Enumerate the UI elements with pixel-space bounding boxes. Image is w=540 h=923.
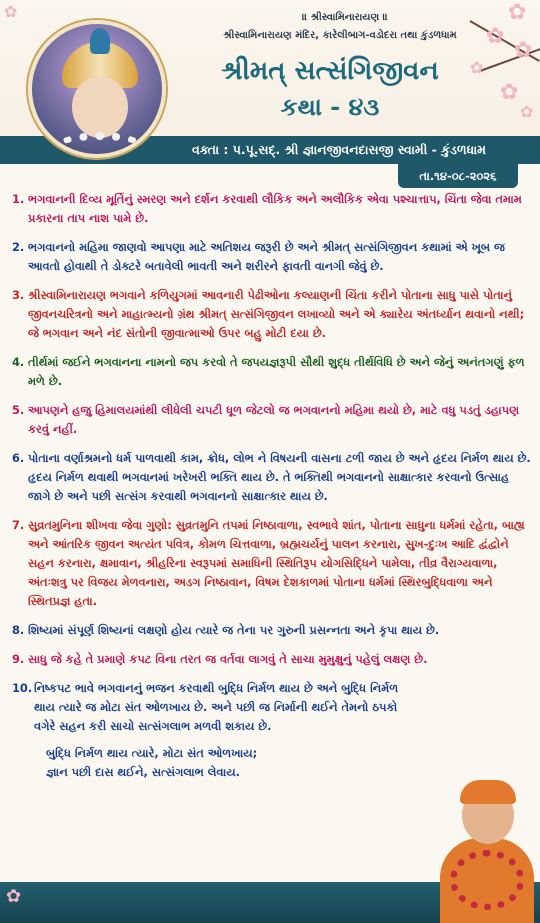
couplet-line-1: બુદ્ધિ નિર્મળ થાય ત્યારે, મોટા સંત ઓળખાય; [46,746,258,760]
date-badge: તા.૧૪-૦૮-૨૦૨૬ [398,164,518,188]
temple-name: શ્રીસ્વામિનારાયણ મંદિર, કારેલીબાગ-વડોદરા તથા કુંડળધામ [223,30,457,41]
swami-portrait [436,780,536,923]
blossom-icon: ✿ [486,24,505,49]
point-number: 5. [12,403,25,417]
point-text: શિષ્યમાં સંપૂર્ણ શિષ્યનાં લક્ષણો હોય ત્યારે જ તેના પર ગુરુની પ્રસન્નતા અને કૃપા થાય છે. [28,623,440,637]
header-top-line: ॥ શ્રીસ્વામિનારાયણ ॥ [302,12,388,23]
garland-shape [450,850,524,910]
blossom-icon: ✿ [508,0,527,25]
point-number: 6. [12,451,25,465]
list-item [12,286,532,343]
point-number: 4. [12,355,25,369]
list-item [12,190,532,228]
point-number: 9. [12,652,25,666]
list-item [12,679,532,736]
deity-portrait [28,20,166,158]
points-list [12,190,532,782]
list-item [12,621,532,640]
point-number: 7. [12,518,25,532]
point-text: શ્રીસ્વામિનારાયણ ભગવાને કળિયુગમાં આવનારી પેઢીઓના કલ્યાણની ચિંતા કરીને પોતાના સાધુ પાસે પોતાનું જીવનચરિત્રનો અને માહાત્મ્યનો ગ્રંથ શ્રીમત્ સત્સંગિજીવન લખાવ્યો અને એ ક્યારેય અંતર્ધ્યાન થવાનો નથી; જે ભગવાન અને નંદ સંતોની જીવાત્માઓ ઉપર બહુ મોટી દયા છે. [28,288,525,340]
point-number: 8. [12,623,25,637]
point-text: સુવ્રતમુનિના શીખવા જેવા ગુણો: સુવ્રતમુનિ તપમાં નિષ્ઠાવાળા, સ્વભાવે શાંત, પોતાના સાધુના ધર્મમાં રહેતા, બાહ્ય અને આંતરિક જીવન અત્યંત પવિત્ર, કોમળ ચિત્તવાળા, બ્રહ્મચર્યનું પાલન કરનારા, સુખ-દુઃખ આદિ દ્વંદ્વોને સહન કરનારા, ક્ષમાવાન, શ્રીહરિના સ્વરૂપમાં સમાધિની સ્થિતિરૂપ યોગસિદ્ધિને પામેલા, તીવ્ર વૈરાગ્યવાળા, અંતઃશત્રુ પર વિજય મેળવનારા, અડગ નિષ્ઠાવાન, વિષમ દેશકાળમાં પોતાના ધર્મમાં સ્થિરબુદ્ધિવાળા અને સ્થિતપ્રજ્ઞ હતા. [28,518,525,608]
point-text: તીર્થમાં જઈને ભગવાનના નામનો જપ કરવો તે જપયજ્ઞરૂપી સૌથી શુદ્ધ તીર્થવિધિ છે અને જેનું અનંતગણું ફળ મળે છે. [28,355,525,388]
blossom-icon: ✿ [500,80,519,105]
blossom-icon: ✿ [514,38,533,63]
blossom-icon: ✿ [520,102,534,121]
list-item [12,238,532,276]
couplet-line-2: જ્ઞાન પછી દાસ થઈને, સત્સંગલાભ લેવાય. [46,765,240,779]
point-text: ભગવાનની દિવ્ય મૂર્તિનું સ્મરણ અને દર્શન કરવાથી લૌકિક અને અલૌકિક એવા પશ્ચાત્તાપ, ચિંતા જેવા તમામ પ્રકારના તાપ નાશ પામે છે. [28,192,522,225]
point-number: 1. [12,192,25,206]
blossom-icon: ✿ [470,58,484,77]
swami-cap [460,780,516,804]
point-text: ભગવાનનો મહિમા જાણવો આપણા માટે અતિશય જરૂરી છે અને શ્રીમત્ સત્સંગિજીવન કથામાં એ ખૂબ જ આવતો હોવાથી તે ડોક્ટરે બતાવેલી ભાવતી અને શરીરને ફાવતી વાનગી જેવું છે. [28,240,505,273]
point-number: 10. [12,681,33,695]
blossom-icon: ✿ [6,886,22,907]
point-text: નિષ્કપટ ભાવે ભગવાનનું ભજન કરવાથી બુદ્ધિ નિર્મળ થાય છે અને બુદ્ધિ નિર્મળ થાય ત્યારે જ મોટા સંત ઓળખાય છે. અને પછી જ નિર્માની થઈને તેમનો ઠપકો વગેરે સહન કરી સાચો સત્સંગલાભ મળવી શકાય છે. [34,681,399,733]
point-text: પોતાના વર્ણાશ્રમનો ધર્મ પાળવાથી કામ, ક્રોધ, લોભ ને વિષયની વાસના ટળી જાય છે અને હૃદય નિર્મળ થાય છે. હૃદય નિર્મળ થવાથી ભગવાનમાં ખરેખરી ભક્તિ થાય છે. તે ભક્તિથી ભગવાનનો સાક્ષાત્કાર કરવાનો ઉત્સાહ જાગે છે અને પછી સત્સંગ કરવાથી ભગવાનનો સાક્ષાત્કાર થાય છે. [28,451,531,503]
list-item [12,650,532,669]
deity-face [72,76,128,138]
blossom-icon: ✿ [4,2,18,21]
point-text: આપણને હજુ હિમાલયમાંથી લીધેલી ચપટી ધૂળ જેટલો જ ભગવાનનો મહિમા થયો છે, માટે વધુ પડતું ડહાપણ કરવું નહીં. [28,403,520,436]
point-text: સાધુ જે કહે તે પ્રમાણે કપટ વિના તરત જ વર્તવા લાગવું તે સાચા મુમુક્ષુનું પહેલું લક્ષણ છે. [28,652,428,666]
point-number: 3. [12,288,25,302]
list-item [12,401,532,439]
speaker-bar: વક્તા : પ.પૂ.સદ્. શ્રી જ્ઞાનજીવનદાસજી સ્વામી - કુંડળધામ [0,136,540,164]
list-item [12,516,532,611]
katha-number: કથા - ૪૩ [280,92,380,121]
couplet [12,744,532,782]
point-number: 2. [12,240,25,254]
peacock-feather-icon [90,28,110,54]
list-item [12,449,532,506]
page-title: શ્રીમત્ સત્સંગિજીવન [221,56,439,86]
list-item [12,353,532,391]
